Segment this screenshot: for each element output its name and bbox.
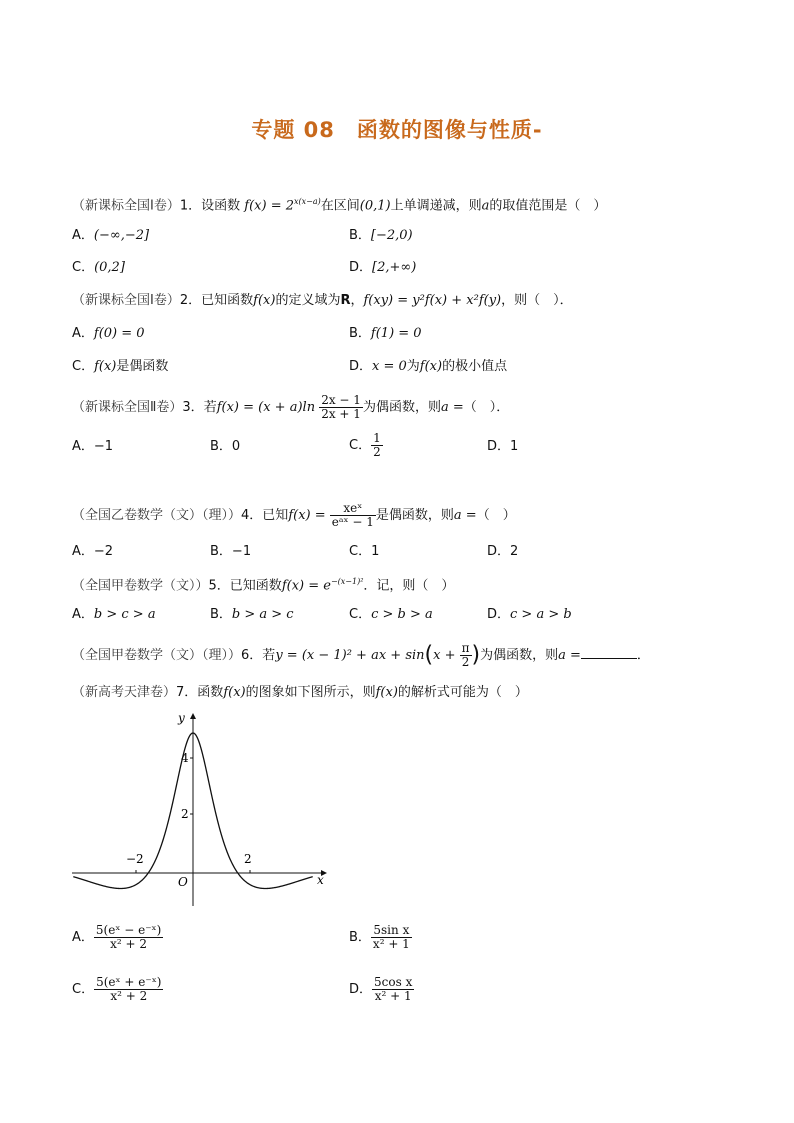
option-b: B． $\frac{\text{5sin x}}{\text{x² + 1}}$ [349, 923, 410, 951]
question-number: 1． [179, 198, 202, 214]
fraction: $\frac{\text{xeˣ}}{\text{eᵃˣ − 1}}$ [331, 501, 374, 529]
option-d: D． $\frac{\text{5cos x}}{\text{x² + 1}}$ [349, 975, 413, 1003]
question-6: （全国甲卷数学（文）（理））6．若y = (x − 1)² + ax + sin(x + $\frac{\pi}{2}$ )为偶函数，则a = ． [72, 641, 650, 669]
function-graph [68, 708, 338, 908]
option-b: B．[−2,0) [349, 228, 413, 243]
option-a: A．b > c > a [72, 607, 156, 622]
option-c: C．1 [349, 544, 380, 559]
page-title: 专题 08 函数的图像与性质- [251, 118, 543, 142]
question-1: （新课标全国Ⅰ卷）1．设函数 $f(x) = 2^{x(x-a)}$在区间(0,1)上单调递减，则a的取值范围是（ ） [72, 197, 607, 214]
option-d: D．1 [487, 439, 519, 454]
fraction: $\frac{2x - 1}{2x + 1}$ [321, 393, 361, 421]
question-4: （全国乙卷数学（文）（理））4．已知f(x) = $\frac{\text{xeˣ}}{\text{eᵃˣ − 1}}$ 是偶函数，则a =（ ） [72, 501, 516, 529]
question-5: （全国甲卷数学（文））5．已知函数$f(x) = e^{-(x-1)^2}$．记，则（ ） [72, 577, 455, 594]
option-c: C．(0,2] [72, 260, 125, 275]
y-axis-label: y [178, 711, 185, 725]
tick-label: 2 [181, 807, 189, 821]
option-a: A．−1 [72, 439, 114, 454]
math-expression: f(x) = 2 [244, 198, 294, 214]
option-a: A．−2 [72, 544, 114, 559]
question-2: （新课标全国Ⅰ卷）2．已知函数f(x)的定义域为R，f(xy) = y²f(x) + x²f(y)，则（ ）． [72, 293, 573, 308]
option-d: D．2 [487, 544, 519, 559]
option-c: C． $\frac{1}{2}$ [349, 431, 381, 459]
option-b: B．f(1) = 0 [349, 326, 422, 341]
origin-label: O [178, 875, 188, 889]
question-3: （新课标全国Ⅱ卷）3．若f(x) = (x + a)ln $\frac{2x - 1}{2x + 1}$ 为偶函数，则a =（ ）． [72, 393, 510, 421]
answer-blank [581, 646, 637, 659]
tick-label: 2 [244, 852, 252, 866]
option-a: A．(−∞,−2] [72, 228, 150, 243]
option-c: C．f(x)是偶函数 [72, 359, 169, 374]
x-axis-label: x [317, 873, 324, 887]
option-b: B．−1 [210, 544, 252, 559]
option-d: D．[2,+∞) [349, 260, 417, 275]
option-d: D．x = 0为f(x)的极小值点 [349, 359, 508, 374]
option-c: C． $\frac{\text{5(eˣ + e⁻ˣ)}}{\text{x² + 2}}$ [72, 975, 162, 1003]
option-a: A． $\frac{\text{5(eˣ − e⁻ˣ)}}{\text{x² + 2}}$ [72, 923, 162, 951]
option-d: D．c > a > b [487, 607, 572, 622]
tick-label: −2 [126, 852, 144, 866]
option-b: B．0 [210, 439, 241, 454]
option-c: C．c > b > a [349, 607, 433, 622]
tick-label: 4 [181, 751, 189, 765]
question-7: （新高考天津卷）7．函数f(x)的图象如下图所示，则f(x)的解析式可能为（ ） [72, 685, 528, 700]
option-b: B．b > a > c [210, 607, 294, 622]
question-source: （新课标全国Ⅰ卷） [72, 198, 180, 214]
option-a: A．f(0) = 0 [72, 326, 145, 341]
